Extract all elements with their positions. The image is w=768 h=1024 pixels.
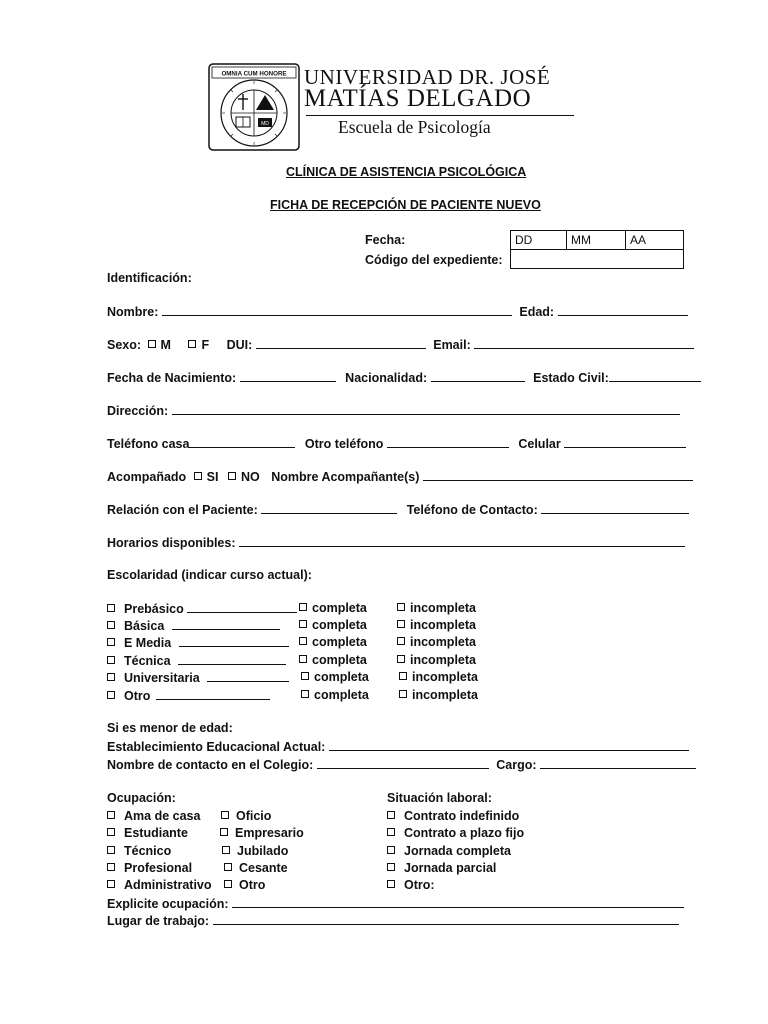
incompleta-universitaria-checkbox[interactable] <box>399 672 407 680</box>
escolaridad-row-tecnica <box>107 653 286 668</box>
direccion-line[interactable] <box>172 403 680 415</box>
incompleta-label: incompleta <box>412 688 478 702</box>
otro-escolaridad-checkbox[interactable] <box>107 691 115 699</box>
ocupacion-item <box>107 809 200 823</box>
prebasico-line[interactable] <box>187 601 297 613</box>
completa-label: completa <box>314 670 369 684</box>
fecha-label: Fecha: <box>365 233 406 247</box>
incompleta-label: incompleta <box>410 618 476 632</box>
nacionalidad-line[interactable] <box>431 370 525 382</box>
explicite-line[interactable] <box>232 896 684 908</box>
escolaridad-heading: Escolaridad (indicar curso actual): <box>107 568 312 582</box>
acompanado-no-checkbox[interactable] <box>228 472 236 480</box>
svg-text:OMNIA CUM HONORE: OMNIA CUM HONORE <box>221 70 287 78</box>
emedia-checkbox[interactable] <box>107 638 115 646</box>
fecha-nacimiento-label: Fecha de Nacimiento: <box>107 371 237 385</box>
acompanado-label: Acompañado <box>107 470 187 484</box>
incompleta-basica-checkbox[interactable] <box>397 620 405 628</box>
prebasico-checkbox[interactable] <box>107 604 115 612</box>
edad-line[interactable] <box>558 304 688 316</box>
otro-telefono-line[interactable] <box>387 436 509 448</box>
incompleta-tecnica <box>397 653 476 667</box>
telefonos-row <box>107 436 686 451</box>
escolaridad-row-otro <box>107 688 270 703</box>
incompleta-otro-checkbox[interactable] <box>399 690 407 698</box>
jubilado-checkbox[interactable] <box>222 846 230 854</box>
completa-emedia <box>299 635 367 649</box>
dd-cell[interactable]: DD <box>511 231 567 250</box>
incompleta-emedia <box>397 635 476 649</box>
incompleta-label: incompleta <box>410 635 476 649</box>
completa-label: completa <box>312 618 367 632</box>
cargo-label: Cargo: <box>496 758 537 772</box>
incompleta-label: incompleta <box>410 601 476 615</box>
empresario-label: Empresario <box>235 826 304 840</box>
situacion-item <box>387 878 435 892</box>
dui-line[interactable] <box>256 337 426 349</box>
completa-otro <box>301 688 369 702</box>
incompleta-otro <box>399 688 478 702</box>
tecnico-label: Técnico <box>124 844 172 858</box>
contacto-colegio-line[interactable] <box>317 757 489 769</box>
completa-basica-checkbox[interactable] <box>299 620 307 628</box>
acompanado-si-label: SI <box>206 470 219 484</box>
dui-label: DUI: <box>226 338 253 352</box>
fecha-nacimiento-line[interactable] <box>240 370 336 382</box>
celular-line[interactable] <box>564 436 686 448</box>
prebasico-label: Prebásico <box>124 602 184 616</box>
completa-universitaria-checkbox[interactable] <box>301 672 309 680</box>
tecnico-checkbox[interactable] <box>107 846 115 854</box>
relacion-row <box>107 502 689 517</box>
estado-civil-label: Estado Civil: <box>533 371 609 385</box>
cargo-line[interactable] <box>540 757 696 769</box>
estado-civil-line[interactable] <box>609 370 701 382</box>
empresario-checkbox[interactable] <box>220 828 228 836</box>
administrativo-label: Administrativo <box>124 878 212 892</box>
ocupacion-item <box>107 826 188 840</box>
incompleta-universitaria <box>399 670 478 684</box>
incompleta-prebasico <box>397 601 476 615</box>
otro-situacion-label: Otro: <box>404 878 435 892</box>
ocupacion-item <box>107 861 192 875</box>
university-seal-icon <box>208 63 300 151</box>
otro-telefono-label: Otro teléfono <box>304 437 384 451</box>
telefono-casa-line[interactable] <box>189 436 295 448</box>
explicite-label: Explicite ocupación: <box>107 897 229 911</box>
jornada-parcial-label: Jornada parcial <box>404 861 497 875</box>
edad-label: Edad: <box>519 305 555 319</box>
situacion-item <box>387 809 519 823</box>
establecimiento-line[interactable] <box>329 739 689 751</box>
school-name: Escuela de Psicología <box>338 117 491 137</box>
sexo-m-checkbox[interactable] <box>148 340 156 348</box>
completa-prebasico <box>299 601 367 615</box>
oficio-label: Oficio <box>236 809 272 823</box>
clinic-title: CLÍNICA DE ASISTENCIA PSICOLÓGICA <box>286 165 527 179</box>
codigo-label: Código del expediente: <box>365 253 503 267</box>
jubilado-label: Jubilado <box>237 844 289 858</box>
emedia-line[interactable] <box>179 635 289 647</box>
cesante-checkbox[interactable] <box>224 863 232 871</box>
incompleta-prebasico-checkbox[interactable] <box>397 603 405 611</box>
otro-escolaridad-label: Otro <box>124 689 151 703</box>
nombre-line[interactable] <box>162 304 512 316</box>
completa-basica <box>299 618 367 632</box>
escolaridad-row-prebasico <box>107 601 297 616</box>
nombre-acompanante-label: Nombre Acompañante(s) <box>271 470 420 484</box>
cesante-label: Cesante <box>239 861 288 875</box>
horarios-row <box>107 535 685 550</box>
establecimiento-row <box>107 739 689 754</box>
ocupacion-item <box>222 844 288 858</box>
acompanado-row <box>107 469 693 484</box>
mm-cell[interactable]: MM <box>567 231 626 250</box>
nombre-acompanante-line[interactable] <box>423 469 693 481</box>
codigo-cell[interactable] <box>511 250 684 269</box>
nombre-row <box>107 304 688 319</box>
ocupacion-item <box>224 878 265 892</box>
jornada-completa-checkbox[interactable] <box>387 846 395 854</box>
incompleta-label: incompleta <box>412 670 478 684</box>
lugar-line[interactable] <box>213 913 679 925</box>
otro-ocupacion-checkbox[interactable] <box>224 880 232 888</box>
basica-checkbox[interactable] <box>107 621 115 629</box>
form-title: FICHA DE RECEPCIÓN DE PACIENTE NUEVO <box>270 198 541 212</box>
administrativo-checkbox[interactable] <box>107 880 115 888</box>
completa-universitaria <box>301 670 369 684</box>
menor-heading: Si es menor de edad: <box>107 721 233 735</box>
ocupacion-heading: Ocupación: <box>107 791 176 805</box>
email-line[interactable] <box>474 337 694 349</box>
tecnica-checkbox[interactable] <box>107 656 115 664</box>
telefono-casa-label: Teléfono casa <box>107 437 190 451</box>
completa-tecnica <box>299 653 367 667</box>
basica-line[interactable] <box>172 618 280 630</box>
emedia-label: E Media <box>124 636 172 650</box>
universitaria-label: Universitaria <box>124 671 200 685</box>
basica-label: Básica <box>124 619 165 633</box>
horarios-label: Horarios disponibles: <box>107 536 236 550</box>
nacimiento-row <box>107 370 701 385</box>
ama-de-casa-checkbox[interactable] <box>107 811 115 819</box>
sexo-f-checkbox[interactable] <box>188 340 196 348</box>
aa-cell[interactable]: AA <box>626 231 684 250</box>
completa-label: completa <box>312 601 367 615</box>
direccion-label: Dirección: <box>107 404 169 418</box>
sexo-m-label: M <box>160 338 171 352</box>
contacto-colegio-row <box>107 757 696 772</box>
universitaria-checkbox[interactable] <box>107 673 115 681</box>
completa-tecnica-checkbox[interactable] <box>299 655 307 663</box>
jornada-completa-label: Jornada completa <box>404 844 511 858</box>
oficio-checkbox[interactable] <box>221 811 229 819</box>
contrato-plazo-fijo-checkbox[interactable] <box>387 828 395 836</box>
completa-label: completa <box>312 653 367 667</box>
contrato-plazo-fijo-label: Contrato a plazo fijo <box>404 826 525 840</box>
university-name-line1: UNIVERSIDAD DR. JOSÉ <box>304 65 551 89</box>
telefono-contacto-line[interactable] <box>541 502 689 514</box>
ama-de-casa-label: Ama de casa <box>124 809 201 823</box>
situacion-heading: Situación laboral: <box>387 791 492 805</box>
university-name-line2: MATÍAS DELGADO <box>304 85 532 112</box>
explicite-row <box>107 896 684 911</box>
horarios-line[interactable] <box>239 535 685 547</box>
situacion-item <box>387 861 496 875</box>
contacto-colegio-label: Nombre de contacto en el Colegio: <box>107 758 314 772</box>
acompanado-no-label: NO <box>240 470 260 484</box>
completa-emedia-checkbox[interactable] <box>299 637 307 645</box>
situacion-item <box>387 826 524 840</box>
identificacion-heading: Identificación: <box>107 271 192 285</box>
estudiante-checkbox[interactable] <box>107 828 115 836</box>
completa-otro-checkbox[interactable] <box>301 690 309 698</box>
escolaridad-row-basica <box>107 618 280 633</box>
lugar-label: Lugar de trabajo: <box>107 914 210 928</box>
completa-prebasico-checkbox[interactable] <box>299 603 307 611</box>
jornada-parcial-checkbox[interactable] <box>387 863 395 871</box>
date-table <box>510 230 684 269</box>
contrato-indefinido-label: Contrato indefinido <box>404 809 520 823</box>
completa-label: completa <box>314 688 369 702</box>
university-logo <box>208 63 578 155</box>
ocupacion-item <box>107 844 171 858</box>
nacionalidad-label: Nacionalidad: <box>345 371 428 385</box>
sexo-label: Sexo: <box>107 338 142 352</box>
ocupacion-item <box>221 809 271 823</box>
svg-text:MD: MD <box>261 121 269 127</box>
universitaria-line[interactable] <box>207 670 289 682</box>
logo-divider <box>306 115 574 116</box>
incompleta-basica <box>397 618 476 632</box>
incompleta-label: incompleta <box>410 653 476 667</box>
relacion-line[interactable] <box>261 502 397 514</box>
lugar-row <box>107 913 679 928</box>
ocupacion-item <box>220 826 304 840</box>
escolaridad-row-emedia <box>107 635 289 650</box>
establecimiento-label: Establecimiento Educacional Actual: <box>107 740 326 754</box>
contrato-indefinido-checkbox[interactable] <box>387 811 395 819</box>
sexo-f-label: F <box>201 338 210 352</box>
email-label: Email: <box>433 338 471 352</box>
nombre-label: Nombre: <box>107 305 159 319</box>
tecnica-label: Técnica <box>124 654 171 668</box>
relacion-label: Relación con el Paciente: <box>107 503 258 517</box>
celular-label: Celular <box>518 437 561 451</box>
incompleta-emedia-checkbox[interactable] <box>397 637 405 645</box>
direccion-row <box>107 403 680 418</box>
situacion-item <box>387 844 511 858</box>
telefono-contacto-label: Teléfono de Contacto: <box>406 503 538 517</box>
escolaridad-row-universitaria <box>107 670 289 685</box>
profesional-checkbox[interactable] <box>107 863 115 871</box>
ocupacion-item <box>224 861 288 875</box>
acompanado-si-checkbox[interactable] <box>194 472 202 480</box>
incompleta-tecnica-checkbox[interactable] <box>397 655 405 663</box>
completa-label: completa <box>312 635 367 649</box>
profesional-label: Profesional <box>124 861 193 875</box>
otro-escolaridad-line[interactable] <box>156 688 270 700</box>
otro-ocupacion-label: Otro <box>239 878 266 892</box>
tecnica-line[interactable] <box>178 653 286 665</box>
sexo-row <box>107 337 694 352</box>
ocupacion-item <box>107 878 212 892</box>
estudiante-label: Estudiante <box>124 826 188 840</box>
otro-situacion-checkbox[interactable] <box>387 880 395 888</box>
